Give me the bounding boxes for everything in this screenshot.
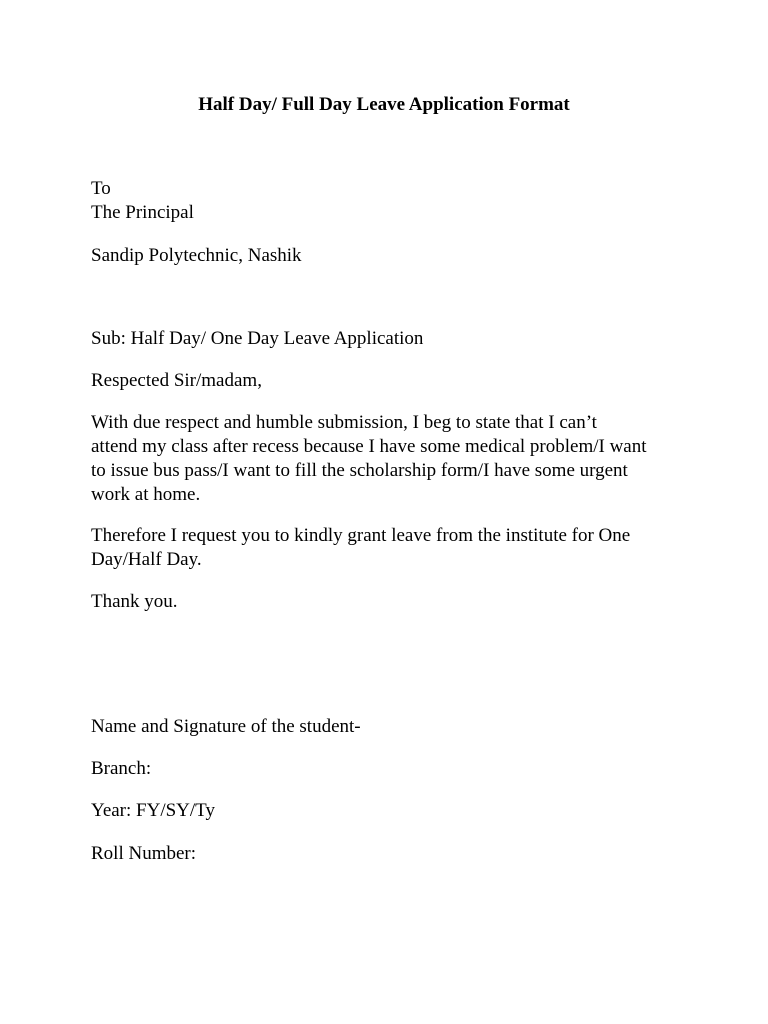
document-title: Half Day/ Full Day Leave Application Format (198, 94, 570, 115)
body-paragraph-1-line: attend my class after recess because I have some medical problem/I want (91, 436, 647, 457)
subject-line: Sub: Half Day/ One Day Leave Application (91, 328, 424, 349)
body-paragraph-2-line: Therefore I request you to kindly grant leave from the institute for One (91, 525, 631, 546)
salutation: Respected Sir/madam, (91, 370, 262, 391)
roll-number-label: Roll Number: (91, 843, 197, 864)
signature-label: Name and Signature of the student- (91, 716, 361, 737)
body-paragraph-2-line: Day/Half Day. (91, 549, 202, 570)
branch-label: Branch: (91, 758, 152, 779)
address-to: To (91, 178, 111, 199)
body-paragraph-2 (91, 524, 691, 572)
body-paragraph-1-line: With due respect and humble submission, I beg to state that I can’t (91, 412, 597, 433)
address-institution: Sandip Polytechnic, Nashik (91, 245, 302, 266)
address-recipient: The Principal (91, 202, 194, 223)
body-paragraph-1-line: work at home. (91, 484, 201, 505)
closing: Thank you. (91, 591, 178, 612)
year-label: Year: FY/SY/Ty (91, 800, 215, 821)
body-paragraph-1 (91, 411, 691, 507)
body-paragraph-1-line: to issue bus pass/I want to fill the scholarship form/I have some urgent (91, 460, 628, 481)
